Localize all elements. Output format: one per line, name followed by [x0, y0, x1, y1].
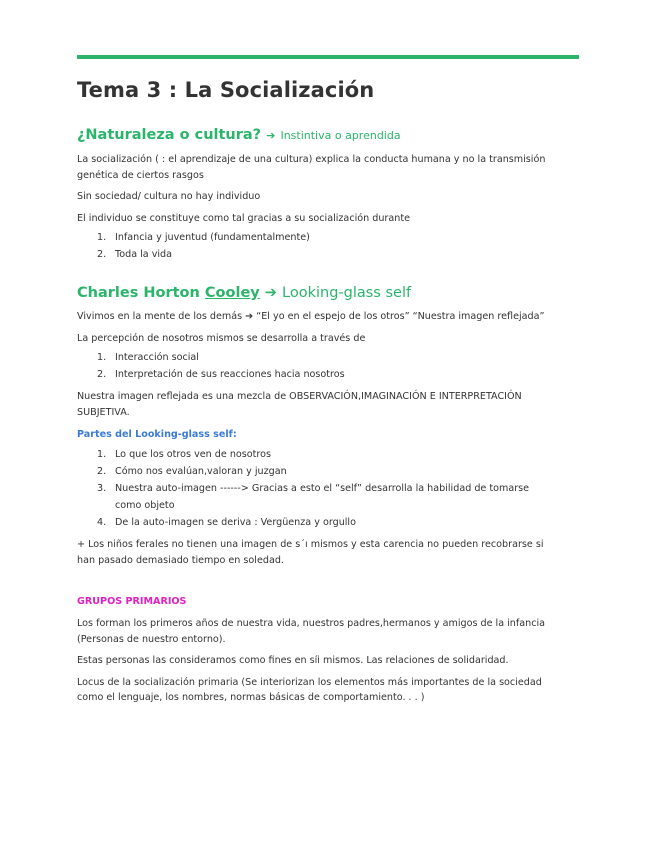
paragraph	[77, 616, 579, 647]
list-number: 1.	[97, 232, 107, 243]
text-line: SUBJETIVA.	[77, 406, 130, 418]
subheading-partes: Partes del Looking-glass self:	[77, 429, 237, 440]
list-number: 4.	[97, 517, 107, 528]
text-line: La socialización ( : el aprendizaje de una cultura) explica la conducta humana y no la transmisión	[77, 154, 546, 165]
list-item	[97, 366, 579, 383]
text-line: como el lenguaje, los nombres, normas básicas de comportamiento. . . )	[77, 692, 425, 703]
list-number: 1.	[97, 449, 107, 460]
numbered-list	[77, 349, 579, 383]
section-heading-naturaleza	[77, 125, 579, 146]
list-number: 2.	[97, 369, 107, 380]
section-heading-main: ¿Naturaleza o cultura?	[77, 127, 262, 143]
list-number: 1.	[97, 352, 107, 363]
paragraph: Vivimos en la mente de los demás ➔ “El yo en el espejo de los otros” “Nuestra imagen reflejada”	[77, 311, 545, 322]
paragraph	[77, 389, 579, 420]
list-text: Interpretación de sus reacciones hacia nosotros	[115, 369, 345, 380]
section-heading-cooley	[77, 283, 579, 303]
list-item	[97, 349, 579, 366]
top-rule	[77, 55, 579, 59]
paragraph: La percepción de nosotros mismos se desarrolla a través de	[77, 332, 366, 344]
paragraph: El individuo se constituye como tal gracias a su socialización durante	[77, 212, 410, 224]
list-text: como objeto	[115, 500, 175, 511]
paragraph: Estas personas las consideramos como fines en síi mismos. Las relaciones de solidaridad.	[77, 655, 509, 666]
arrow-icon: ➔	[266, 129, 276, 142]
list-text: Nuestra auto-imagen ------> Gracias a esto el “self” desarrolla la habilidad de tomarse	[115, 483, 530, 494]
page-title: Tema 3 : La Socialización	[77, 78, 375, 102]
subheading-grupos-primarios: GRUPOS PRIMARIOS	[77, 596, 187, 607]
text-line: han pasado demasiado tiempo en soledad.	[77, 554, 284, 566]
text-line: + Los niños ferales no tienen una imagen de s´ı mismos y esta carencia no pueden recobrarse si	[77, 539, 544, 550]
section-heading-rest: Instintiva o aprendida	[280, 129, 401, 142]
text-line: Nuestra imagen reflejada es una mezcla de OBSERVACIÓN,IMAGINACIÓN E INTERPRETACIÓN	[77, 391, 522, 402]
text-line: Locus de la socialización primaria (Se interiorizan los elementos más importantes de la sociedad	[77, 676, 542, 688]
list-text: Interacción social	[115, 352, 199, 363]
list-text: De la auto-imagen se deriva : Vergüenza y orgullo	[115, 517, 356, 528]
list-item	[97, 446, 579, 463]
list-item	[97, 514, 579, 531]
text-line: genética de ciertos rasgos	[77, 169, 204, 181]
list-item	[97, 246, 579, 263]
cooley-link[interactable]: Cooley	[204, 285, 260, 301]
list-text: Cómo nos evalúan,valoran y juzgan	[115, 466, 287, 477]
paragraph: Sin sociedad/ cultura no hay individuo	[77, 191, 261, 202]
list-item	[97, 463, 579, 480]
section-heading-main: Charles Horton	[77, 285, 205, 301]
list-text: Lo que los otros ven de nosotros	[115, 449, 272, 460]
arrow-icon: ➔	[264, 285, 277, 301]
text-line: (Personas de nuestro entorno).	[77, 633, 226, 645]
paragraph	[77, 152, 579, 183]
list-number: 2.	[97, 466, 107, 477]
list-text: Infancia y juventud (fundamentalmente)	[115, 232, 310, 243]
list-item	[97, 480, 579, 514]
list-number: 2.	[97, 249, 107, 260]
numbered-list	[77, 229, 579, 263]
list-text: Toda la vida	[115, 249, 173, 260]
text-line: Los forman los primeros años de nuestra vida, nuestros padres,hermanos y amigos de la infancia	[77, 618, 546, 629]
document-page	[77, 55, 579, 706]
paragraph	[77, 537, 579, 568]
list-item	[97, 229, 579, 246]
paragraph	[77, 675, 579, 706]
list-number: 3.	[97, 483, 107, 494]
numbered-list	[77, 446, 579, 531]
section-heading-rest: Looking-glass self	[282, 285, 412, 301]
